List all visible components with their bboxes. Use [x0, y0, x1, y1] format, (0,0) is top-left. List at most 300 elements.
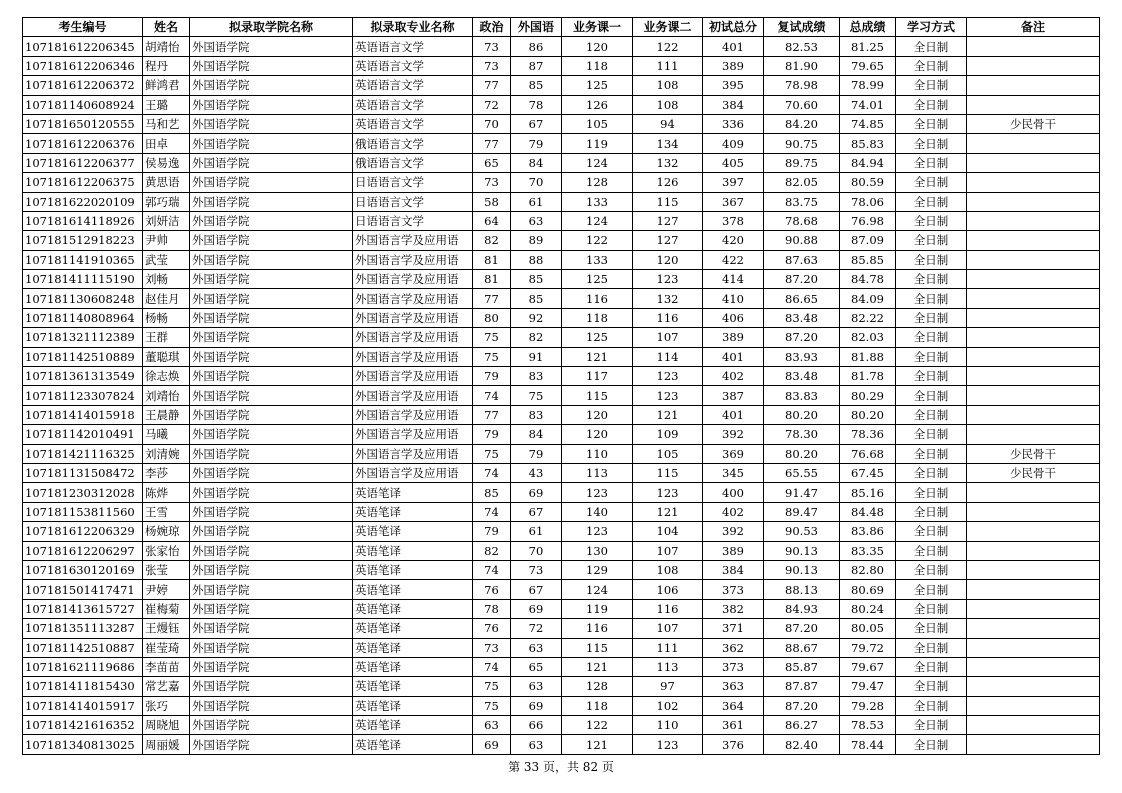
retest-score-cell: 80.20 — [764, 405, 840, 424]
course-two-cell: 107 — [633, 328, 703, 347]
course-two-cell: 114 — [633, 347, 703, 366]
politics-cell: 75 — [473, 677, 511, 696]
politics-cell: 77 — [473, 289, 511, 308]
study-mode-cell: 全日制 — [896, 192, 967, 211]
remarks-cell — [967, 367, 1100, 386]
major-cell: 日语语言文学 — [353, 211, 473, 230]
major-cell: 英语语言文学 — [353, 114, 473, 133]
initial-total-cell: 401 — [703, 347, 764, 366]
study-mode-cell: 全日制 — [896, 134, 967, 153]
course-one-cell: 113 — [562, 463, 633, 482]
name-cell: 李莎 — [143, 463, 190, 482]
name-cell: 胡靖怡 — [143, 37, 190, 56]
retest-score-cell: 80.20 — [764, 444, 840, 463]
total-score-cell: 76.68 — [840, 444, 896, 463]
politics-cell: 65 — [473, 153, 511, 172]
retest-score-cell: 90.13 — [764, 560, 840, 579]
remarks-cell — [967, 599, 1100, 618]
exam-id-cell: 107181614118926 — [23, 211, 143, 230]
table-row — [23, 425, 1100, 444]
col-header-major: 拟录取专业名称 — [353, 18, 473, 37]
study-mode-cell: 全日制 — [896, 425, 967, 444]
course-one-cell: 125 — [562, 270, 633, 289]
remarks-cell — [967, 328, 1100, 347]
total-score-cell: 79.67 — [840, 657, 896, 676]
course-two-cell: 127 — [633, 231, 703, 250]
foreign-language-cell: 70 — [511, 541, 562, 560]
foreign-language-cell: 89 — [511, 231, 562, 250]
retest-score-cell: 87.63 — [764, 250, 840, 269]
name-cell: 马曦 — [143, 425, 190, 444]
total-score-cell: 85.16 — [840, 483, 896, 502]
college-cell: 外国语学院 — [190, 677, 353, 696]
foreign-language-cell: 84 — [511, 153, 562, 172]
total-score-cell: 78.06 — [840, 192, 896, 211]
table-row — [23, 211, 1100, 230]
politics-cell: 73 — [473, 638, 511, 657]
foreign-language-cell: 92 — [511, 308, 562, 327]
foreign-language-cell: 63 — [511, 638, 562, 657]
course-one-cell: 126 — [562, 95, 633, 114]
col-header-exam-id: 考生编号 — [23, 18, 143, 37]
course-one-cell: 123 — [562, 483, 633, 502]
politics-cell: 79 — [473, 425, 511, 444]
politics-cell: 73 — [473, 56, 511, 75]
total-score-cell: 76.98 — [840, 211, 896, 230]
initial-total-cell: 409 — [703, 134, 764, 153]
remarks-cell — [967, 386, 1100, 405]
politics-cell: 74 — [473, 463, 511, 482]
retest-score-cell: 87.87 — [764, 677, 840, 696]
retest-score-cell: 87.20 — [764, 270, 840, 289]
politics-cell: 69 — [473, 735, 511, 754]
remarks-cell — [967, 250, 1100, 269]
remarks-cell — [967, 76, 1100, 95]
remarks-cell — [967, 37, 1100, 56]
remarks-cell — [967, 289, 1100, 308]
name-cell: 杨婉琼 — [143, 522, 190, 541]
study-mode-cell: 全日制 — [896, 231, 967, 250]
total-score-cell: 84.48 — [840, 502, 896, 521]
course-one-cell: 105 — [562, 114, 633, 133]
study-mode-cell: 全日制 — [896, 289, 967, 308]
col-header-course-one: 业务课一 — [562, 18, 633, 37]
total-score-cell: 79.47 — [840, 677, 896, 696]
exam-id-cell: 107181622020109 — [23, 192, 143, 211]
retest-score-cell: 91.47 — [764, 483, 840, 502]
col-header-remarks: 备注 — [967, 18, 1100, 37]
college-cell: 外国语学院 — [190, 580, 353, 599]
politics-cell: 63 — [473, 716, 511, 735]
course-two-cell: 107 — [633, 541, 703, 560]
course-two-cell: 102 — [633, 696, 703, 715]
study-mode-cell: 全日制 — [896, 580, 967, 599]
name-cell: 李苗苗 — [143, 657, 190, 676]
foreign-language-cell: 85 — [511, 76, 562, 95]
retest-score-cell: 84.20 — [764, 114, 840, 133]
initial-total-cell: 402 — [703, 502, 764, 521]
exam-id-cell: 107181141910365 — [23, 250, 143, 269]
total-score-cell: 80.05 — [840, 619, 896, 638]
course-two-cell: 132 — [633, 289, 703, 308]
course-two-cell: 110 — [633, 716, 703, 735]
admission-table — [22, 17, 1100, 755]
politics-cell: 81 — [473, 250, 511, 269]
total-score-cell: 81.78 — [840, 367, 896, 386]
admission-table-container — [22, 17, 1100, 755]
remarks-cell — [967, 56, 1100, 75]
initial-total-cell: 389 — [703, 328, 764, 347]
exam-id-cell: 107181130608248 — [23, 289, 143, 308]
college-cell: 外国语学院 — [190, 463, 353, 482]
name-cell: 周晓旭 — [143, 716, 190, 735]
politics-cell: 75 — [473, 347, 511, 366]
foreign-language-cell: 63 — [511, 735, 562, 754]
total-score-cell: 87.09 — [840, 231, 896, 250]
initial-total-cell: 384 — [703, 560, 764, 579]
table-row — [23, 153, 1100, 172]
remarks-cell — [967, 405, 1100, 424]
table-row — [23, 463, 1100, 482]
course-two-cell: 108 — [633, 560, 703, 579]
remarks-cell — [967, 134, 1100, 153]
initial-total-cell: 405 — [703, 153, 764, 172]
study-mode-cell: 全日制 — [896, 153, 967, 172]
remarks-cell — [967, 716, 1100, 735]
total-score-cell: 83.86 — [840, 522, 896, 541]
politics-cell: 64 — [473, 211, 511, 230]
course-two-cell: 111 — [633, 56, 703, 75]
politics-cell: 70 — [473, 114, 511, 133]
foreign-language-cell: 86 — [511, 37, 562, 56]
politics-cell: 72 — [473, 95, 511, 114]
course-one-cell: 120 — [562, 37, 633, 56]
table-row — [23, 250, 1100, 269]
major-cell: 英语笔译 — [353, 580, 473, 599]
foreign-language-cell: 61 — [511, 192, 562, 211]
study-mode-cell: 全日制 — [896, 560, 967, 579]
remarks-cell — [967, 153, 1100, 172]
initial-total-cell: 364 — [703, 696, 764, 715]
initial-total-cell: 373 — [703, 580, 764, 599]
exam-id-cell: 107181630120169 — [23, 560, 143, 579]
initial-total-cell: 420 — [703, 231, 764, 250]
course-two-cell: 108 — [633, 76, 703, 95]
exam-id-cell: 107181650120555 — [23, 114, 143, 133]
table-row — [23, 483, 1100, 502]
major-cell: 外国语言学及应用语 — [353, 367, 473, 386]
study-mode-cell: 全日制 — [896, 735, 967, 754]
college-cell: 外国语学院 — [190, 173, 353, 192]
exam-id-cell: 107181131508472 — [23, 463, 143, 482]
retest-score-cell: 85.87 — [764, 657, 840, 676]
study-mode-cell: 全日制 — [896, 619, 967, 638]
course-two-cell: 126 — [633, 173, 703, 192]
initial-total-cell: 389 — [703, 541, 764, 560]
initial-total-cell: 361 — [703, 716, 764, 735]
course-two-cell: 94 — [633, 114, 703, 133]
study-mode-cell: 全日制 — [896, 367, 967, 386]
name-cell: 崔梅菊 — [143, 599, 190, 618]
foreign-language-cell: 87 — [511, 56, 562, 75]
college-cell: 外国语学院 — [190, 560, 353, 579]
name-cell: 鲜鸿君 — [143, 76, 190, 95]
exam-id-cell: 107181140608924 — [23, 95, 143, 114]
exam-id-cell: 107181612206376 — [23, 134, 143, 153]
exam-id-cell: 107181414015917 — [23, 696, 143, 715]
table-row — [23, 638, 1100, 657]
table-row — [23, 444, 1100, 463]
name-cell: 黄思语 — [143, 173, 190, 192]
name-cell: 马和艺 — [143, 114, 190, 133]
remarks-cell — [967, 192, 1100, 211]
exam-id-cell: 107181411115190 — [23, 270, 143, 289]
remarks-cell — [967, 677, 1100, 696]
total-score-cell: 81.25 — [840, 37, 896, 56]
foreign-language-cell: 69 — [511, 599, 562, 618]
exam-id-cell: 107181612206297 — [23, 541, 143, 560]
course-one-cell: 120 — [562, 405, 633, 424]
politics-cell: 73 — [473, 173, 511, 192]
remarks-cell — [967, 696, 1100, 715]
major-cell: 英语笔译 — [353, 502, 473, 521]
table-row — [23, 560, 1100, 579]
table-row — [23, 580, 1100, 599]
study-mode-cell: 全日制 — [896, 677, 967, 696]
college-cell: 外国语学院 — [190, 386, 353, 405]
retest-score-cell: 82.53 — [764, 37, 840, 56]
initial-total-cell: 378 — [703, 211, 764, 230]
retest-score-cell: 89.75 — [764, 153, 840, 172]
foreign-language-cell: 91 — [511, 347, 562, 366]
initial-total-cell: 376 — [703, 735, 764, 754]
college-cell: 外国语学院 — [190, 56, 353, 75]
study-mode-cell: 全日制 — [896, 716, 967, 735]
exam-id-cell: 107181421116325 — [23, 444, 143, 463]
course-two-cell: 116 — [633, 599, 703, 618]
table-row — [23, 231, 1100, 250]
total-score-cell: 85.85 — [840, 250, 896, 269]
course-one-cell: 129 — [562, 560, 633, 579]
remarks-cell — [967, 619, 1100, 638]
retest-score-cell: 88.67 — [764, 638, 840, 657]
foreign-language-cell: 85 — [511, 270, 562, 289]
course-one-cell: 130 — [562, 541, 633, 560]
major-cell: 外国语言学及应用语 — [353, 308, 473, 327]
remarks-cell — [967, 308, 1100, 327]
exam-id-cell: 107181340813025 — [23, 735, 143, 754]
college-cell: 外国语学院 — [190, 37, 353, 56]
exam-id-cell: 107181612206345 — [23, 37, 143, 56]
course-one-cell: 124 — [562, 580, 633, 599]
politics-cell: 76 — [473, 619, 511, 638]
remarks-cell — [967, 211, 1100, 230]
table-row — [23, 328, 1100, 347]
study-mode-cell: 全日制 — [896, 502, 967, 521]
major-cell: 英语语言文学 — [353, 95, 473, 114]
course-one-cell: 125 — [562, 328, 633, 347]
exam-id-cell: 107181621119686 — [23, 657, 143, 676]
foreign-language-cell: 63 — [511, 677, 562, 696]
course-one-cell: 121 — [562, 735, 633, 754]
total-score-cell: 80.59 — [840, 173, 896, 192]
remarks-cell — [967, 270, 1100, 289]
major-cell: 英语笔译 — [353, 638, 473, 657]
politics-cell: 80 — [473, 308, 511, 327]
remarks-cell — [967, 580, 1100, 599]
total-score-cell: 79.72 — [840, 638, 896, 657]
col-header-politics: 政治 — [473, 18, 511, 37]
remarks-cell — [967, 560, 1100, 579]
total-score-cell: 80.20 — [840, 405, 896, 424]
foreign-language-cell: 84 — [511, 425, 562, 444]
retest-score-cell: 65.55 — [764, 463, 840, 482]
major-cell: 外国语言学及应用语 — [353, 444, 473, 463]
course-two-cell: 104 — [633, 522, 703, 541]
major-cell: 英语笔译 — [353, 735, 473, 754]
course-two-cell: 122 — [633, 37, 703, 56]
total-score-cell: 74.85 — [840, 114, 896, 133]
retest-score-cell: 86.65 — [764, 289, 840, 308]
retest-score-cell: 87.20 — [764, 619, 840, 638]
major-cell: 英语笔译 — [353, 541, 473, 560]
college-cell: 外国语学院 — [190, 211, 353, 230]
college-cell: 外国语学院 — [190, 638, 353, 657]
total-score-cell: 85.83 — [840, 134, 896, 153]
study-mode-cell: 全日制 — [896, 522, 967, 541]
table-row — [23, 657, 1100, 676]
remarks-cell — [967, 541, 1100, 560]
remarks-cell — [967, 173, 1100, 192]
retest-score-cell: 90.53 — [764, 522, 840, 541]
college-cell: 外国语学院 — [190, 502, 353, 521]
retest-score-cell: 81.90 — [764, 56, 840, 75]
study-mode-cell: 全日制 — [896, 308, 967, 327]
politics-cell: 75 — [473, 696, 511, 715]
course-two-cell: 113 — [633, 657, 703, 676]
major-cell: 外国语言学及应用语 — [353, 463, 473, 482]
politics-cell: 79 — [473, 367, 511, 386]
name-cell: 崔莹琦 — [143, 638, 190, 657]
col-header-college: 拟录取学院名称 — [190, 18, 353, 37]
course-one-cell: 116 — [562, 619, 633, 638]
course-two-cell: 127 — [633, 211, 703, 230]
retest-score-cell: 89.47 — [764, 502, 840, 521]
exam-id-cell: 107181361313549 — [23, 367, 143, 386]
total-score-cell: 82.80 — [840, 560, 896, 579]
initial-total-cell: 389 — [703, 56, 764, 75]
course-one-cell: 118 — [562, 696, 633, 715]
total-score-cell: 81.88 — [840, 347, 896, 366]
study-mode-cell: 全日制 — [896, 696, 967, 715]
foreign-language-cell: 79 — [511, 134, 562, 153]
total-score-cell: 83.35 — [840, 541, 896, 560]
table-row — [23, 522, 1100, 541]
course-two-cell: 132 — [633, 153, 703, 172]
table-row — [23, 37, 1100, 56]
name-cell: 常艺嘉 — [143, 677, 190, 696]
course-one-cell: 133 — [562, 250, 633, 269]
major-cell: 俄语语言文学 — [353, 134, 473, 153]
course-one-cell: 125 — [562, 76, 633, 95]
college-cell: 外国语学院 — [190, 735, 353, 754]
college-cell: 外国语学院 — [190, 405, 353, 424]
politics-cell: 82 — [473, 231, 511, 250]
initial-total-cell: 371 — [703, 619, 764, 638]
initial-total-cell: 395 — [703, 76, 764, 95]
remarks-cell — [967, 483, 1100, 502]
politics-cell: 82 — [473, 541, 511, 560]
politics-cell: 77 — [473, 134, 511, 153]
retest-score-cell: 78.30 — [764, 425, 840, 444]
college-cell: 外国语学院 — [190, 134, 353, 153]
college-cell: 外国语学院 — [190, 289, 353, 308]
college-cell: 外国语学院 — [190, 716, 353, 735]
college-cell: 外国语学院 — [190, 328, 353, 347]
name-cell: 王熳钰 — [143, 619, 190, 638]
remarks-cell — [967, 657, 1100, 676]
col-header-study-mode: 学习方式 — [896, 18, 967, 37]
major-cell: 英语笔译 — [353, 657, 473, 676]
total-score-cell: 82.03 — [840, 328, 896, 347]
exam-id-cell: 107181140808964 — [23, 308, 143, 327]
college-cell: 外国语学院 — [190, 192, 353, 211]
name-cell: 武莹 — [143, 250, 190, 269]
initial-total-cell: 401 — [703, 405, 764, 424]
college-cell: 外国语学院 — [190, 444, 353, 463]
retest-score-cell: 90.13 — [764, 541, 840, 560]
table-row — [23, 56, 1100, 75]
page-footer: 第 33 页，共 82 页 — [508, 760, 614, 774]
table-row — [23, 289, 1100, 308]
col-header-foreign-language: 外国语 — [511, 18, 562, 37]
college-cell: 外国语学院 — [190, 657, 353, 676]
course-one-cell: 119 — [562, 134, 633, 153]
course-two-cell: 123 — [633, 270, 703, 289]
foreign-language-cell: 69 — [511, 696, 562, 715]
total-score-cell: 79.28 — [840, 696, 896, 715]
foreign-language-cell: 67 — [511, 580, 562, 599]
table-row — [23, 677, 1100, 696]
college-cell: 外国语学院 — [190, 541, 353, 560]
college-cell: 外国语学院 — [190, 114, 353, 133]
study-mode-cell: 全日制 — [896, 37, 967, 56]
foreign-language-cell: 63 — [511, 211, 562, 230]
retest-score-cell: 88.13 — [764, 580, 840, 599]
college-cell: 外国语学院 — [190, 367, 353, 386]
retest-score-cell: 78.68 — [764, 211, 840, 230]
college-cell: 外国语学院 — [190, 619, 353, 638]
total-score-cell: 78.53 — [840, 716, 896, 735]
course-two-cell: 105 — [633, 444, 703, 463]
course-one-cell: 118 — [562, 308, 633, 327]
foreign-language-cell: 67 — [511, 114, 562, 133]
politics-cell: 77 — [473, 76, 511, 95]
major-cell: 外国语言学及应用语 — [353, 405, 473, 424]
table-row — [23, 270, 1100, 289]
major-cell: 外国语言学及应用语 — [353, 328, 473, 347]
politics-cell: 58 — [473, 192, 511, 211]
foreign-language-cell: 69 — [511, 483, 562, 502]
foreign-language-cell: 43 — [511, 463, 562, 482]
name-cell: 郭巧瑞 — [143, 192, 190, 211]
foreign-language-cell: 73 — [511, 560, 562, 579]
initial-total-cell: 392 — [703, 425, 764, 444]
col-header-total-score: 总成绩 — [840, 18, 896, 37]
total-score-cell: 74.01 — [840, 95, 896, 114]
total-score-cell: 82.22 — [840, 308, 896, 327]
col-header-retest-score: 复试成绩 — [764, 18, 840, 37]
